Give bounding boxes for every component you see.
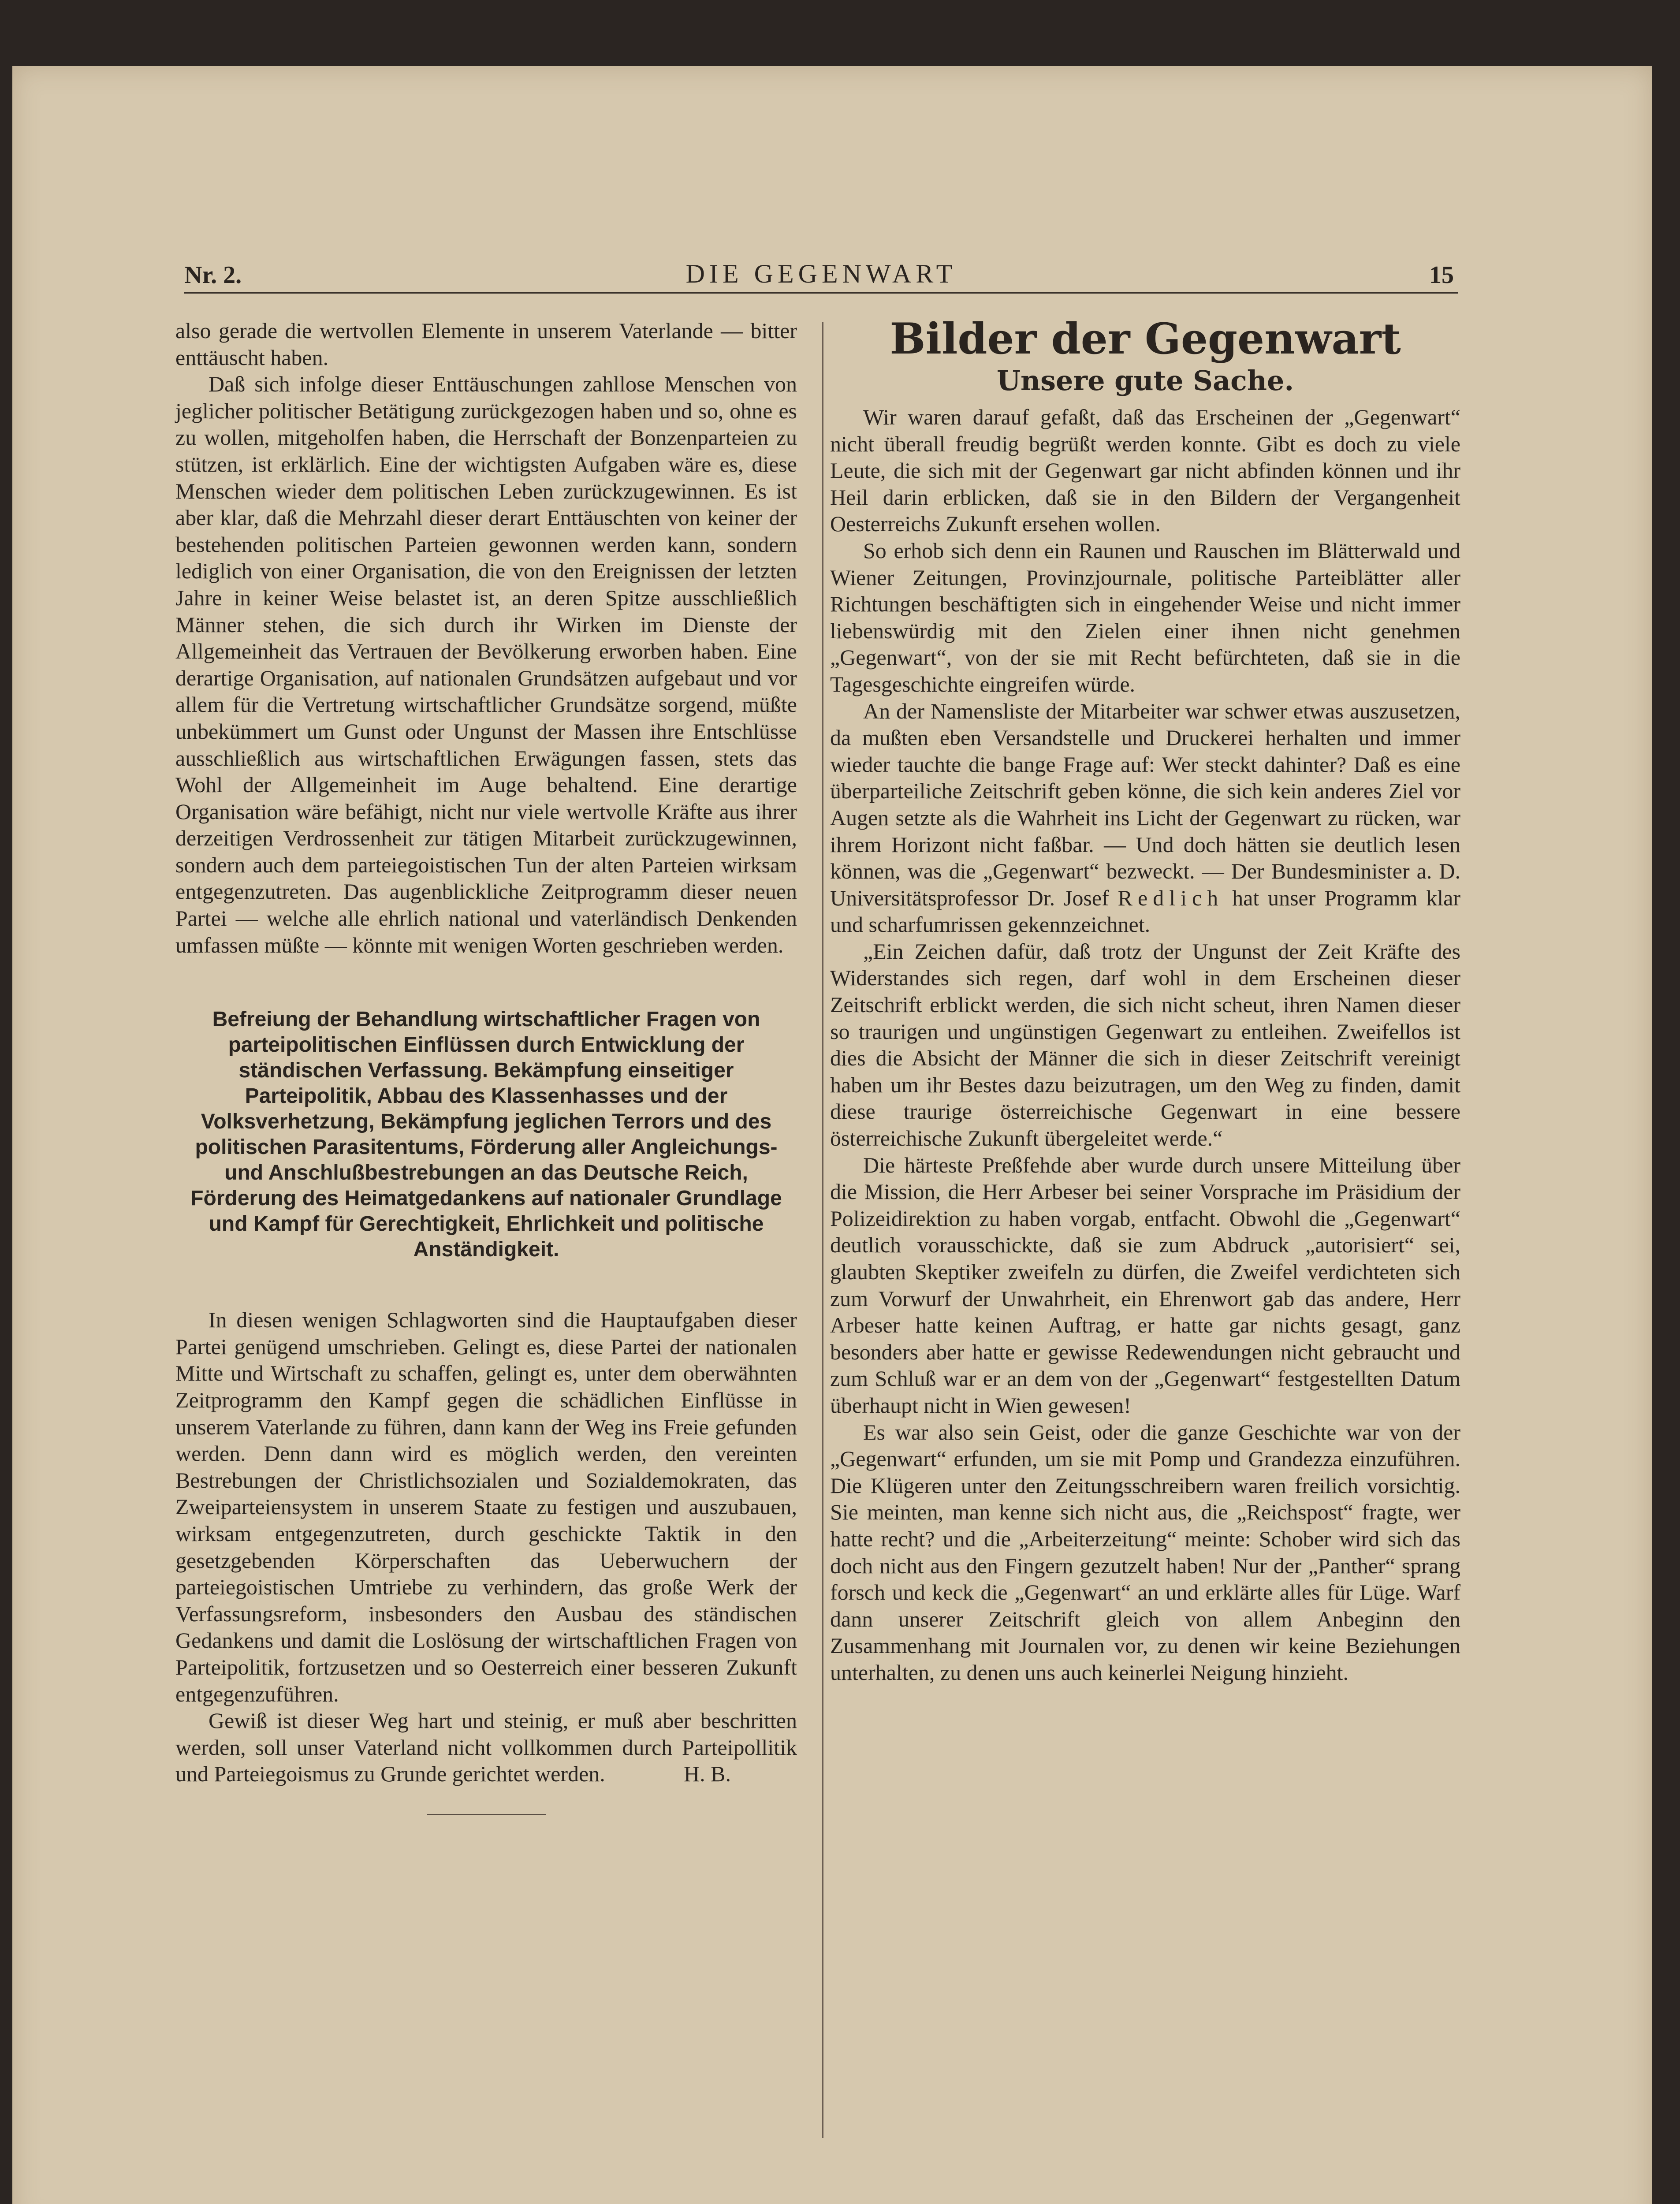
issue-number: Nr. 2. bbox=[184, 261, 242, 289]
left-column bbox=[175, 317, 797, 1815]
paragraph: also gerade die wertvollen Elemente in unserem Vaterlande — bitter enttäuscht haben. bbox=[175, 318, 797, 370]
paragraph: Daß sich infolge dieser Enttäuschungen zahllose Menschen von jeglicher politischer Betätigung zurückgezogen haben und so, ohne es zu wollen, mitgeholfen haben, die Herrschaft der Bonzenparteien zu stützen, ist erklärlich. Eine der wichtigsten Aufgaben wäre es, diese Menschen wieder dem politischen Leben zurückzugewinnen. Es ist aber klar, daß die Mehrzahl dieser derart Enttäuschten von keiner der bestehenden politischen Parteien gewonnen werden kann, sondern lediglich von einer Organisation, die von den Ereignissen der letzten Jahre in keiner Weise belastet ist, an deren Spitze ausschließlich Männer stehen, die sich durch ihr Wirken im Dienste der Allgemeinheit das Vertrauen der Bevölkerung erworben haben. Eine derartige Organisation, auf nationalen Grundsätzen aufgebaut und vor allem für die Vertretung wirtschaftlicher Grundsätze sorgend, müßte unbekümmert um Gunst oder Ungunst der Massen ihre Entschlüsse ausschließlich aus wirtschaftlichen Erwägungen fassen, stets das Wohl der Allgemeinheit im Auge behaltend. Eine derartige Organisation wäre befähigt, nicht nur viele wertvolle Kräfte aus ihrer derzeitigen Verdrossenheit zur tätigen Mitarbeit zurückzugewinnen, sondern auch dem parteiegoistischen Tun der alten Parteien wirksam entgegenzutreten. Das augenblickliche Zeitprogramm dieser neuen Partei — welche alle ehrlich national und vaterländisch Denkenden umfassen müßte — könnte mit wenigen Worten geschrieben werden. bbox=[175, 372, 797, 957]
right-column bbox=[830, 314, 1460, 1686]
paragraph: Es war also sein Geist, oder die ganze Geschichte war von der „Gegenwart“ erfunden, um sie mit Pomp und Grandezza einzuführen. Die Klügeren unter den Zeitungsschreibern waren freilich vorsichtig. Sie meinten, man kenne sich nicht aus, die „Reichspost“ fragte, wer hatte recht? und die „Arbeiterzeitung“ meinte: Schober wird sich das doch nicht aus den Fingern gezutzelt haben! Nur der „Panther“ sprang forsch und keck die „Gegenwart“ an und erklärte alles für Lüge. Warf dann unserer Zeitschrift gleich von allem Anbeginn den Zusammenhang mit Journalen vor, zu denen wir keine Beziehungen unterhalten, zu denen uns auch keinerlei Neigung hinzieht. bbox=[830, 1419, 1460, 1685]
publication-title: DIE GEGENWART bbox=[685, 259, 957, 288]
closing-paragraph bbox=[175, 1707, 797, 1787]
quotation: „Ein Zeichen dafür, daß trotz der Ungunst der Zeit Kräfte des Widerstandes sich regen, darf wohl in dem Erscheinen dieser Zeitschrift erblickt werden, die sich nicht scheut, ihren Namen dieser so traurigen und ungünstigen Gegenwart zu entleihen. Zweifellos ist dies die Absicht der Männer die sich in dieser Zeitschrift vereinigt haben um ihr Bestes dazu beizutragen, um den Weg zu finden, damit diese traurige österreichische Gegenwart in eine bessere österreichische Zukunft übergeleitet werde.“ bbox=[830, 938, 1460, 1151]
author-signature: H. B. bbox=[684, 1761, 731, 1787]
person-name: Redlich bbox=[1118, 885, 1224, 910]
section-title: Bilder der Gegenwart bbox=[890, 314, 1401, 364]
column-divider bbox=[822, 322, 823, 2138]
paragraph: In diesen wenigen Schlagworten sind die Hauptaufgaben dieser Partei genügend umschrieben. Gelingt es, diese Partei der nationalen Mitte und Wirtschaft zu schaffen, gelingt es, unter dem oberwähnten Zeitprogramm den Kampf gegen die schädlichen Einflüsse in unserem Vaterlande zu führen, dann kann der Weg ins Freie gefunden werden. Denn dann wird es möglich werden, den vereinten Bestrebungen der Christlichsozialen und Sozialdemokraten, das Zweiparteiensystem in unserem Staate zu festigen und auszubauen, wirksam entgegenzutreten, durch geschickte Taktik in den gesetzgebenden Körperschaften das Ueberwuchern der parteiegoistischen Umtriebe zu verhindern, das große Werk der Verfassungsreform, insbesonders den Ausbau des ständischen Gedankens und damit die Loslösung der wirtschaftlichen Fragen von Parteipolitik, fortzusetzen und so Oesterreich einer besseren Zukunft entgegenzuführen. bbox=[175, 1307, 797, 1706]
paragraph-text: An der Namensliste der Mitarbeiter war schwer etwas auszusetzen, da mußten eben Versandstelle und Druckerei herhalten und immer wieder tauchte die bange Frage auf: Wer steckt dahinter? Daß es eine überparteiliche Zeitschrift geben könne, die sich kein anderes Ziel vor Augen setzte als die Wahrheit ins Licht der Gegenwart zu rücken, war ihrem Horizont nicht faßbar. — Und doch hätten sie deutlich lesen können, was die „Gegenwart“ bezweckt. — Der Bundesminister a. D. Universitätsprofessor Dr. Josef bbox=[830, 698, 1460, 910]
page-number: 15 bbox=[1429, 261, 1454, 289]
article-title: Unsere gute Sache. bbox=[996, 365, 1294, 397]
closing-text: Gewiß ist dieser Weg hart und steinig, er muß aber beschritten werden, soll unser Vaterland nicht vollkommen durch Parteipollitik und Parteiegoismus zu Grunde gerichtet werden. bbox=[175, 1708, 797, 1787]
end-rule bbox=[427, 1814, 546, 1815]
paragraph: Wir waren darauf gefaßt, daß das Erscheinen der „Gegenwart“ nicht überall freudig begrüßt werden konnte. Gibt es doch zu viele Leute, die sich mit der Gegenwart gar nicht abfinden können und ihr Heil darin erblicken, daß sie in den Bildern der Vergangenheit Oesterreichs Zukunft ersehen wollen. bbox=[830, 405, 1460, 536]
paragraph: So erhob sich denn ein Raunen und Rauschen im Blätterwald und Wiener Zeitungen, Provinzjournale, politische Parteiblätter aller Richtungen beschäftigten sich in eingehender Weise und nicht immer liebenswürdig mit den Zielen einer ihnen nicht genehmen „Gegenwart“, von der sie mit Recht befürchteten, daß sie in die Tagesgeschichte eingreifen würde. bbox=[830, 538, 1460, 696]
newspaper-page bbox=[12, 66, 1652, 2204]
party-programme: Befreiung der Behandlung wirtschaftlicher Fragen von parteipolitischen Einflüssen durch Entwicklung der ständischen Verfassung. Bekämpfung einseitiger Parteipolitik, Abbau des Klassenhasses und der Volksverhetzung, Bekämpfung jeglichen Terrors und des politischen Parasitentums, Förderung aller Angleichungs- und Anschlußbestrebungen an das Deutsche Reich, Förderung des Heimatgedankens auf nationaler Grundlage und Kampf für Gerechtigkeit, Ehrlichkeit und politische Anständigkeit. bbox=[190, 1008, 782, 1262]
paragraph bbox=[830, 698, 1460, 938]
paragraph-text: hat unser Programm klar und scharfumrissen gekennzeichnet. bbox=[830, 885, 1460, 937]
page-header bbox=[184, 257, 1458, 294]
paragraph: Die härteste Preßfehde aber wurde durch unsere Mitteilung über die Mission, die Herr Arbeser bei seiner Vorsprache im Präsidium der Polizeidirektion zu haben vorgab, entfacht. Obwohl die „Gegenwart“ deutlich vorausschickte, daß sie zum Abdruck „autorisiert“ sei, glaubten Skeptiker zweifeln zu dürfen, die Zweifel verdichteten sich zum Vorwurf der Unwahrheit, ein Ehrenwort gab das andere, Herr Arbeser hatte keinen Auftrag, er hatte gar nichts gesagt, ganz besonders aber hatte er gewisse Redewendungen nicht gebraucht und zum Schluß war er an dem von der „Gegenwart“ festgestellten Datum überhaupt nicht in Wien gewesen! bbox=[830, 1152, 1460, 1418]
